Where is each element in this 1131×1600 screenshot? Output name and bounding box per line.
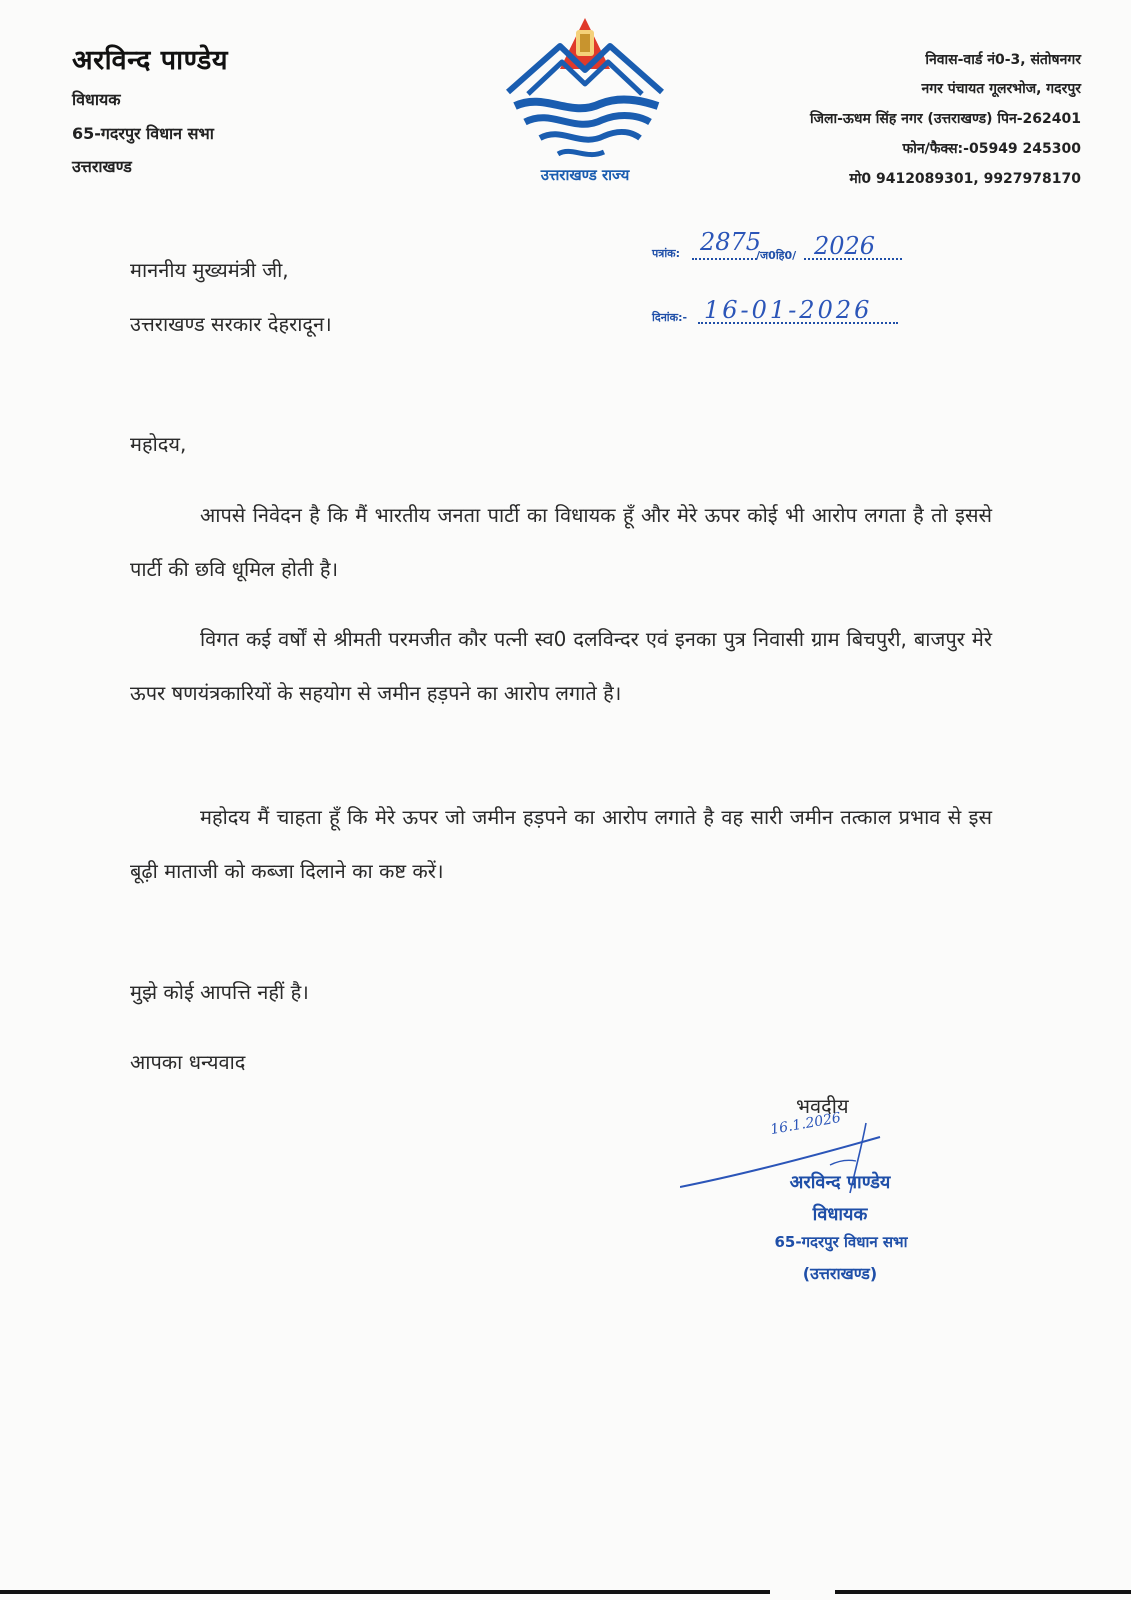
letterhead-state: उत्तराखण्ड xyxy=(72,157,132,176)
address-line: निवास-वार्ड नं0-3, संतोषनगर xyxy=(925,52,1081,68)
signatory-title: विधायक xyxy=(812,1204,868,1225)
body-paragraph: आपसे निवेदन है कि मैं भारतीय जनता पार्टी का विधायक हूँ और मेरे ऊपर कोई भी आरोप लगता है तो इससे पार्टी की छवि धूमिल होती है। xyxy=(130,503,992,581)
year-value: 2026 xyxy=(814,232,876,260)
office-code: /ज0हि0/ xyxy=(756,249,797,262)
letterhead-title: विधायक xyxy=(72,90,121,109)
no-objection-line: मुझे कोई आपत्ति नहीं है। xyxy=(130,980,309,1004)
recipient-line: माननीय मुख्यमंत्री जी, xyxy=(130,258,289,282)
dinank-label: दिनांक:- xyxy=(652,311,688,324)
salutation: महोदय, xyxy=(130,432,187,456)
body-paragraph: महोदय मैं चाहता हूँ कि मेरे ऊपर जो जमीन हड़पने का आरोप लगाते है वह सारी जमीन तत्काल प्रभाव से इस बूढ़ी माताजी को कब्जा दिलाने का कष्ट करें। xyxy=(130,805,992,883)
thanks-line: आपका धन्यवाद xyxy=(130,1050,246,1074)
address-line: नगर पंचायत गूलरभोज, गदरपुर xyxy=(921,81,1081,97)
recipient-line: उत्तराखण्ड सरकार देहरादून। xyxy=(130,312,332,336)
scan-edge xyxy=(0,1590,770,1594)
signatory-name: अरविन्द पाण्डेय xyxy=(789,1172,891,1193)
body-paragraph: विगत कई वर्षों से श्रीमती परमजीत कौर पत्नी स्व0 दलविन्दर एवं इनका पुत्र निवासी ग्राम बिचपुरी, बाजपुर मेरे ऊपर षणयंत्रकारियों के सहयोग से जमीन हड़पने का आरोप लगाते है। xyxy=(130,627,992,705)
reference-number xyxy=(652,228,922,268)
address-line: मो0 9412089301, 9927978170 xyxy=(849,171,1081,187)
patrank-value: 2875 xyxy=(700,228,762,256)
logo-caption: उत्तराखण्ड राज्य xyxy=(540,166,630,184)
address-line: फोन/फैक्स:-05949 245300 xyxy=(902,141,1081,157)
signatory-state: (उत्तराखण्ड) xyxy=(802,1264,878,1283)
address-line: जिला-ऊधम सिंह नगर (उत्तराखण्ड) पिन-262401 xyxy=(809,111,1081,127)
date-value: 16-01-2026 xyxy=(704,296,873,324)
letter-date xyxy=(652,296,922,336)
signature-date: 16.1.2026 xyxy=(769,1109,843,1139)
uttarakhand-logo-icon xyxy=(500,14,670,186)
letterhead-constituency: 65-गदरपुर विधान सभा xyxy=(72,124,214,143)
patrank-label: पत्रांक: xyxy=(652,247,681,260)
signatory-constituency: 65-गदरपुर विधान सभा xyxy=(774,1233,908,1251)
closing: भवदीय xyxy=(796,1094,849,1118)
letterhead-name: अरविन्द पाण्डेय xyxy=(72,45,229,76)
scan-edge xyxy=(835,1590,1131,1594)
